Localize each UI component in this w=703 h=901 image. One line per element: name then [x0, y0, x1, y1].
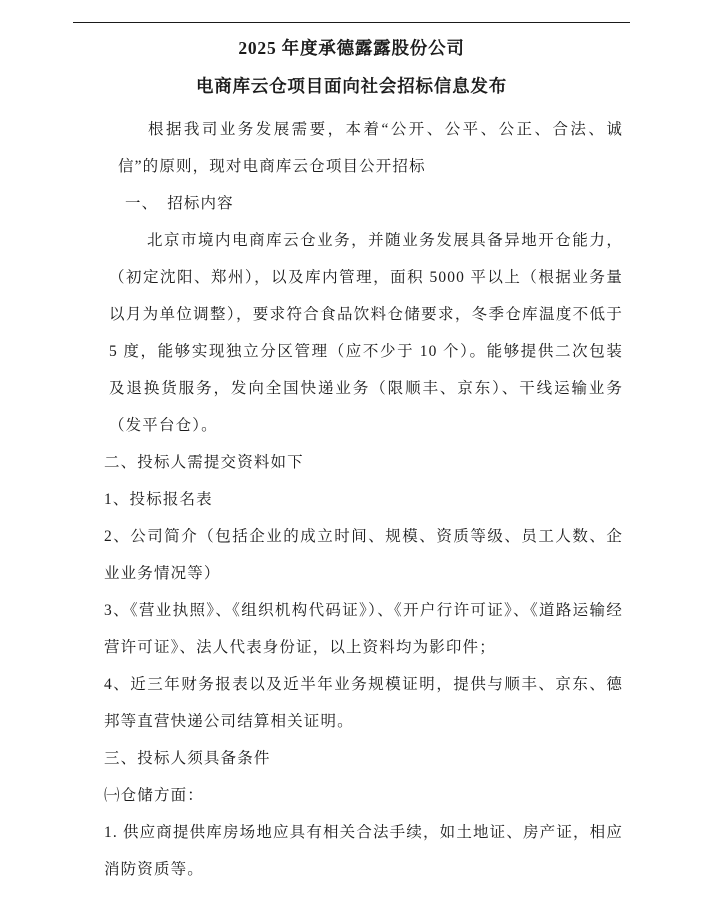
paragraph: 2、公司简介（包括企业的成立时间、规模、资质等级、员工人数、企业业务情况等）	[104, 528, 623, 582]
header-rule	[73, 22, 630, 23]
paragraph: 三、投标人须具备条件	[104, 750, 271, 767]
paragraph: 1. 供应商提供库房场地应具有相关合法手续，如土地证、房产证，相应消防资质等。	[104, 824, 623, 878]
paragraph: 1、投标报名表	[104, 491, 213, 508]
paragraph: ㈠仓储方面：	[104, 787, 204, 804]
paragraph: 北京市境内电商库云仓业务，并随业务发展具备异地开仓能力，（初定沈阳、郑州），以及库内管理，面积 5000 平以上（根据业务量以月为单位调整），要求符合食品饮料仓储要求，冬季仓库温度不低于 5 度，能够实现独立分区管理（应不少于 10 个）。能够提供二次包装及退换货服务，发向全国快递业务（限顺丰、京东）、干线运输业务（发平台仓）。	[109, 232, 623, 434]
paragraph: 二、投标人需提交资料如下	[104, 454, 304, 471]
paragraph: 一、 招标内容	[125, 195, 234, 212]
document-subtitle: 电商库云仓项目面向社会招标信息发布	[195, 76, 508, 96]
paragraph: 4、近三年财务报表以及近半年业务规模证明，提供与顺丰、京东、德邦等直营快递公司结算相关证明。	[104, 676, 623, 730]
document-body	[104, 111, 623, 888]
document-title: 2025 年度承德露露股份公司	[238, 38, 465, 58]
paragraph: 3、《营业执照》、《组织机构代码证》）、《开户行许可证》、《道路运输经营许可证》、法人代表身份证，以上资料均为影印件；	[104, 602, 623, 656]
paragraph: 根据我司业务发展需要，本着“公开、公平、公正、合法、诚信”的原则，现对电商库云仓项目公开招标	[118, 121, 623, 175]
